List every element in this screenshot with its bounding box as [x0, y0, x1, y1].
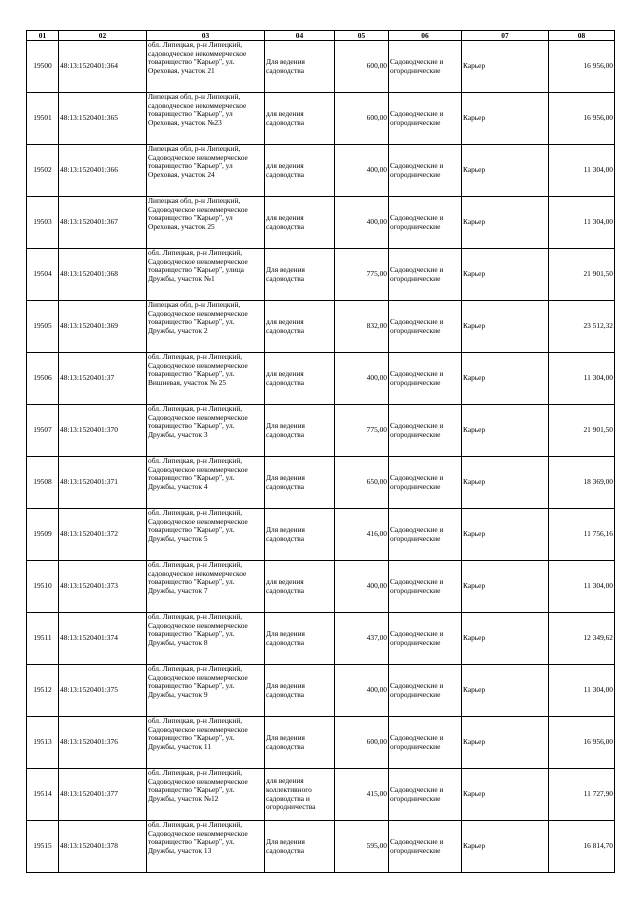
address-text: Липецкая обл, р-н Липецкий, садоводческое некоммерческое товарищество "Карьер", ул Ореховая, участок №23	[148, 93, 247, 127]
settlement-name-cell: Карьер	[462, 41, 549, 93]
address-cell	[147, 405, 265, 457]
permitted-use-cell: для ведения садоводства	[265, 353, 335, 405]
area-cell: 400,00	[335, 197, 389, 249]
land-category-cell: Садоводческие и огороднические	[389, 665, 462, 717]
area-cell: 400,00	[335, 145, 389, 197]
settlement-name-cell: Карьер	[462, 509, 549, 561]
cadastral-value-cell: 11 756,16	[549, 509, 615, 561]
permitted-use-cell: для ведения садоводства	[265, 145, 335, 197]
cadastral-value-cell: 16 956,00	[549, 41, 615, 93]
address-cell	[147, 613, 265, 665]
cadastral-number-cell: 48:13:1520401:364	[59, 41, 147, 93]
address-cell	[147, 249, 265, 301]
table-row	[27, 769, 615, 821]
cadastral-number-cell: 48:13:1520401:377	[59, 769, 147, 821]
table-row	[27, 665, 615, 717]
cadastral-number-cell: 48:13:1520401:368	[59, 249, 147, 301]
permitted-use-cell: для ведения садоводства	[265, 197, 335, 249]
settlement-name-cell: Карьер	[462, 405, 549, 457]
row-number-cell: 19514	[27, 769, 59, 821]
permitted-use-cell: Для ведения садоводства	[265, 613, 335, 665]
land-category-cell: Садоводческие и огороднические	[389, 93, 462, 145]
row-number-cell: 19506	[27, 353, 59, 405]
table-row	[27, 93, 615, 145]
table-row	[27, 145, 615, 197]
settlement-name-cell: Карьер	[462, 665, 549, 717]
table-row	[27, 301, 615, 353]
cadastral-value-cell: 16 956,00	[549, 717, 615, 769]
land-category-cell: Садоводческие и огороднические	[389, 561, 462, 613]
area-cell: 437,00	[335, 613, 389, 665]
permitted-use-cell: Для ведения садоводства	[265, 457, 335, 509]
table-row	[27, 509, 615, 561]
table-row	[27, 41, 615, 93]
address-text: обл. Липецкая, р-н Липецкий, Садоводческое некоммерческое товарищество "Карьер", ул. Дружбы, участок 4	[148, 457, 248, 491]
address-cell	[147, 197, 265, 249]
header-cell-01: 01	[27, 31, 59, 41]
permitted-use-cell: Для ведения садоводства	[265, 41, 335, 93]
row-number-cell: 19505	[27, 301, 59, 353]
document-page	[26, 30, 614, 873]
address-text: Липецкая обл, р-н Липецкий, Садоводческое некоммерческое товарищество "Карьер", ул. Дружбы, участок 2	[148, 301, 248, 335]
land-category-cell: Садоводческие и огороднические	[389, 249, 462, 301]
address-text: обл. Липецкая, р-н Липецкий, Садоводческое некоммерческое товарищество "Карьер", ул. Дружбы, участок 5	[148, 509, 248, 543]
area-cell: 415,00	[335, 769, 389, 821]
row-number-cell: 19513	[27, 717, 59, 769]
table-row	[27, 197, 615, 249]
land-category-cell: Садоводческие и огороднические	[389, 821, 462, 873]
address-cell	[147, 353, 265, 405]
area-cell: 400,00	[335, 561, 389, 613]
address-cell	[147, 457, 265, 509]
header-cell-02: 02	[59, 31, 147, 41]
table-row	[27, 353, 615, 405]
row-number-cell: 19504	[27, 249, 59, 301]
address-text: обл. Липецкая, р-н Липецкий, Садоводческое некоммерческое товарищество "Карьер", ул. Дружбы, участок №12	[148, 769, 248, 803]
row-number-cell: 19508	[27, 457, 59, 509]
land-plots-table	[26, 30, 615, 873]
cadastral-value-cell: 11 727,90	[549, 769, 615, 821]
area-cell: 595,00	[335, 821, 389, 873]
cadastral-number-cell: 48:13:1520401:373	[59, 561, 147, 613]
table-row	[27, 717, 615, 769]
address-text: обл. Липецкая, р-н Липецкий, Садоводческое некоммерческое товарищество "Карьер", ул. Вишневая, участок № 25	[148, 353, 248, 387]
cadastral-value-cell: 12 349,62	[549, 613, 615, 665]
permitted-use-cell: для ведения коллективного садоводства и огородничества	[265, 769, 335, 821]
land-category-cell: Садоводческие и огороднические	[389, 301, 462, 353]
row-number-cell: 19511	[27, 613, 59, 665]
cadastral-value-cell: 18 369,00	[549, 457, 615, 509]
address-cell	[147, 145, 265, 197]
address-text: обл. Липецкая, р-н Липецкий, Садоводческое некоммерческое товарищество "Карьер", ул. Дружбы, участок 3	[148, 405, 248, 439]
settlement-name-cell: Карьер	[462, 457, 549, 509]
cadastral-value-cell: 21 901,50	[549, 405, 615, 457]
row-number-cell: 19507	[27, 405, 59, 457]
address-cell	[147, 301, 265, 353]
area-cell: 416,00	[335, 509, 389, 561]
cadastral-number-cell: 48:13:1520401:370	[59, 405, 147, 457]
header-cell-07: 07	[462, 31, 549, 41]
header-cell-08: 08	[549, 31, 615, 41]
cadastral-number-cell: 48:13:1520401:376	[59, 717, 147, 769]
address-text: обл. Липецкая, р-н Липецкий, Садоводческое некоммерческое товарищество "Карьер", ул. Дружбы, участок 11	[148, 717, 248, 751]
settlement-name-cell: Карьер	[462, 197, 549, 249]
address-text: обл. Липецкая, р-н Липецкий, Садоводческое некоммерческое товарищество "Карьер", ул. Дружбы, участок 8	[148, 613, 248, 647]
permitted-use-cell: Для ведения садоводства	[265, 509, 335, 561]
address-cell	[147, 41, 265, 93]
cadastral-value-cell: 23 512,32	[549, 301, 615, 353]
land-category-cell: Садоводческие и огороднические	[389, 41, 462, 93]
address-text: обл. Липецкая, р-н Липецкий, садоводческое некоммерческое товарищество "Карьер", ул. Дружбы, участок 7	[148, 561, 247, 595]
header-cell-04: 04	[265, 31, 335, 41]
settlement-name-cell: Карьер	[462, 613, 549, 665]
table-row	[27, 405, 615, 457]
permitted-use-cell: Для ведения садоводства	[265, 821, 335, 873]
cadastral-value-cell: 11 304,00	[549, 561, 615, 613]
cadastral-number-cell: 48:13:1520401:365	[59, 93, 147, 145]
land-category-cell: Садоводческие и огороднические	[389, 509, 462, 561]
table-row	[27, 821, 615, 873]
land-category-cell: Садоводческие и огороднические	[389, 613, 462, 665]
settlement-name-cell: Карьер	[462, 93, 549, 145]
address-text: Липецкая обл, р-н Липецкий, Садоводческое некоммерческое товарищество "Карьер", ул Ореховая, участок 25	[148, 197, 248, 231]
area-cell: 600,00	[335, 41, 389, 93]
settlement-name-cell: Карьер	[462, 353, 549, 405]
table-row	[27, 613, 615, 665]
header-cell-05: 05	[335, 31, 389, 41]
address-text: обл. Липецкая, р-н Липецкий, садоводческое некоммерческое товарищество "Карьер", ул. Ореховая, участок 21	[148, 41, 247, 75]
land-category-cell: Садоводческие и огороднические	[389, 769, 462, 821]
table-header	[27, 31, 615, 41]
row-number-cell: 19512	[27, 665, 59, 717]
address-cell	[147, 93, 265, 145]
land-category-cell: Садоводческие и огороднические	[389, 717, 462, 769]
permitted-use-cell: Для ведения садоводства	[265, 249, 335, 301]
row-number-cell: 19509	[27, 509, 59, 561]
area-cell: 832,00	[335, 301, 389, 353]
permitted-use-cell: Для ведения садоводства	[265, 717, 335, 769]
row-number-cell: 19510	[27, 561, 59, 613]
cadastral-number-cell: 48:13:1520401:375	[59, 665, 147, 717]
cadastral-number-cell: 48:13:1520401:378	[59, 821, 147, 873]
land-category-cell: Садоводческие и огороднические	[389, 405, 462, 457]
cadastral-value-cell: 11 304,00	[549, 145, 615, 197]
address-text: обл. Липецкая, р-н Липецкий, Садоводческое некоммерческое товарищество "Карьер", ул. Дружбы, участок 13	[148, 821, 248, 855]
header-cell-06: 06	[389, 31, 462, 41]
area-cell: 775,00	[335, 249, 389, 301]
settlement-name-cell: Карьер	[462, 301, 549, 353]
address-text: обл. Липецкая, р-н Липецкий, Садоводческое некоммерческое товарищество "Карьер", ул. Дружбы, участок 9	[148, 665, 248, 699]
settlement-name-cell: Карьер	[462, 249, 549, 301]
land-category-cell: Садоводческие и огороднические	[389, 145, 462, 197]
cadastral-number-cell: 48:13:1520401:371	[59, 457, 147, 509]
address-cell	[147, 509, 265, 561]
cadastral-value-cell: 16 814,70	[549, 821, 615, 873]
cadastral-number-cell: 48:13:1520401:372	[59, 509, 147, 561]
row-number-cell: 19515	[27, 821, 59, 873]
area-cell: 650,00	[335, 457, 389, 509]
permitted-use-cell: для ведения садоводства	[265, 301, 335, 353]
area-cell: 400,00	[335, 665, 389, 717]
address-cell	[147, 821, 265, 873]
cadastral-number-cell: 48:13:1520401:366	[59, 145, 147, 197]
cadastral-number-cell: 48:13:1520401:367	[59, 197, 147, 249]
cadastral-value-cell: 11 304,00	[549, 197, 615, 249]
table-body	[27, 41, 615, 873]
settlement-name-cell: Карьер	[462, 145, 549, 197]
land-category-cell: Садоводческие и огороднические	[389, 353, 462, 405]
table-row	[27, 561, 615, 613]
header-row	[27, 31, 615, 41]
cadastral-value-cell: 11 304,00	[549, 353, 615, 405]
row-number-cell: 19502	[27, 145, 59, 197]
address-cell	[147, 769, 265, 821]
land-category-cell: Садоводческие и огороднические	[389, 457, 462, 509]
cadastral-number-cell: 48:13:1520401:37	[59, 353, 147, 405]
settlement-name-cell: Карьер	[462, 561, 549, 613]
table-row	[27, 457, 615, 509]
permitted-use-cell: Для ведения садоводства	[265, 665, 335, 717]
address-cell	[147, 561, 265, 613]
cadastral-value-cell: 21 901,50	[549, 249, 615, 301]
permitted-use-cell: Для ведения садоводства	[265, 405, 335, 457]
permitted-use-cell: для ведения садоводства	[265, 561, 335, 613]
row-number-cell: 19503	[27, 197, 59, 249]
settlement-name-cell: Карьер	[462, 717, 549, 769]
cadastral-number-cell: 48:13:1520401:374	[59, 613, 147, 665]
header-cell-03: 03	[147, 31, 265, 41]
address-text: обл. Липецкая, р-н Липецкий, Садоводческое некоммерческое товарищество "Карьер", улица Дружбы, участок №1	[148, 249, 248, 283]
cadastral-value-cell: 16 956,00	[549, 93, 615, 145]
land-category-cell: Садоводческие и огороднические	[389, 197, 462, 249]
row-number-cell: 19500	[27, 41, 59, 93]
area-cell: 400,00	[335, 353, 389, 405]
cadastral-number-cell: 48:13:1520401:369	[59, 301, 147, 353]
area-cell: 600,00	[335, 717, 389, 769]
row-number-cell: 19501	[27, 93, 59, 145]
address-cell	[147, 665, 265, 717]
address-cell	[147, 717, 265, 769]
area-cell: 600,00	[335, 93, 389, 145]
address-text: Липецкая обл, р-н Липецкий, Садоводческое некоммерческое товарищество "Карьер", ул Ореховая, участок 24	[148, 145, 248, 179]
permitted-use-cell: для ведения садоводства	[265, 93, 335, 145]
table-row	[27, 249, 615, 301]
area-cell: 775,00	[335, 405, 389, 457]
settlement-name-cell: Карьер	[462, 769, 549, 821]
settlement-name-cell: Карьер	[462, 821, 549, 873]
cadastral-value-cell: 11 304,00	[549, 665, 615, 717]
